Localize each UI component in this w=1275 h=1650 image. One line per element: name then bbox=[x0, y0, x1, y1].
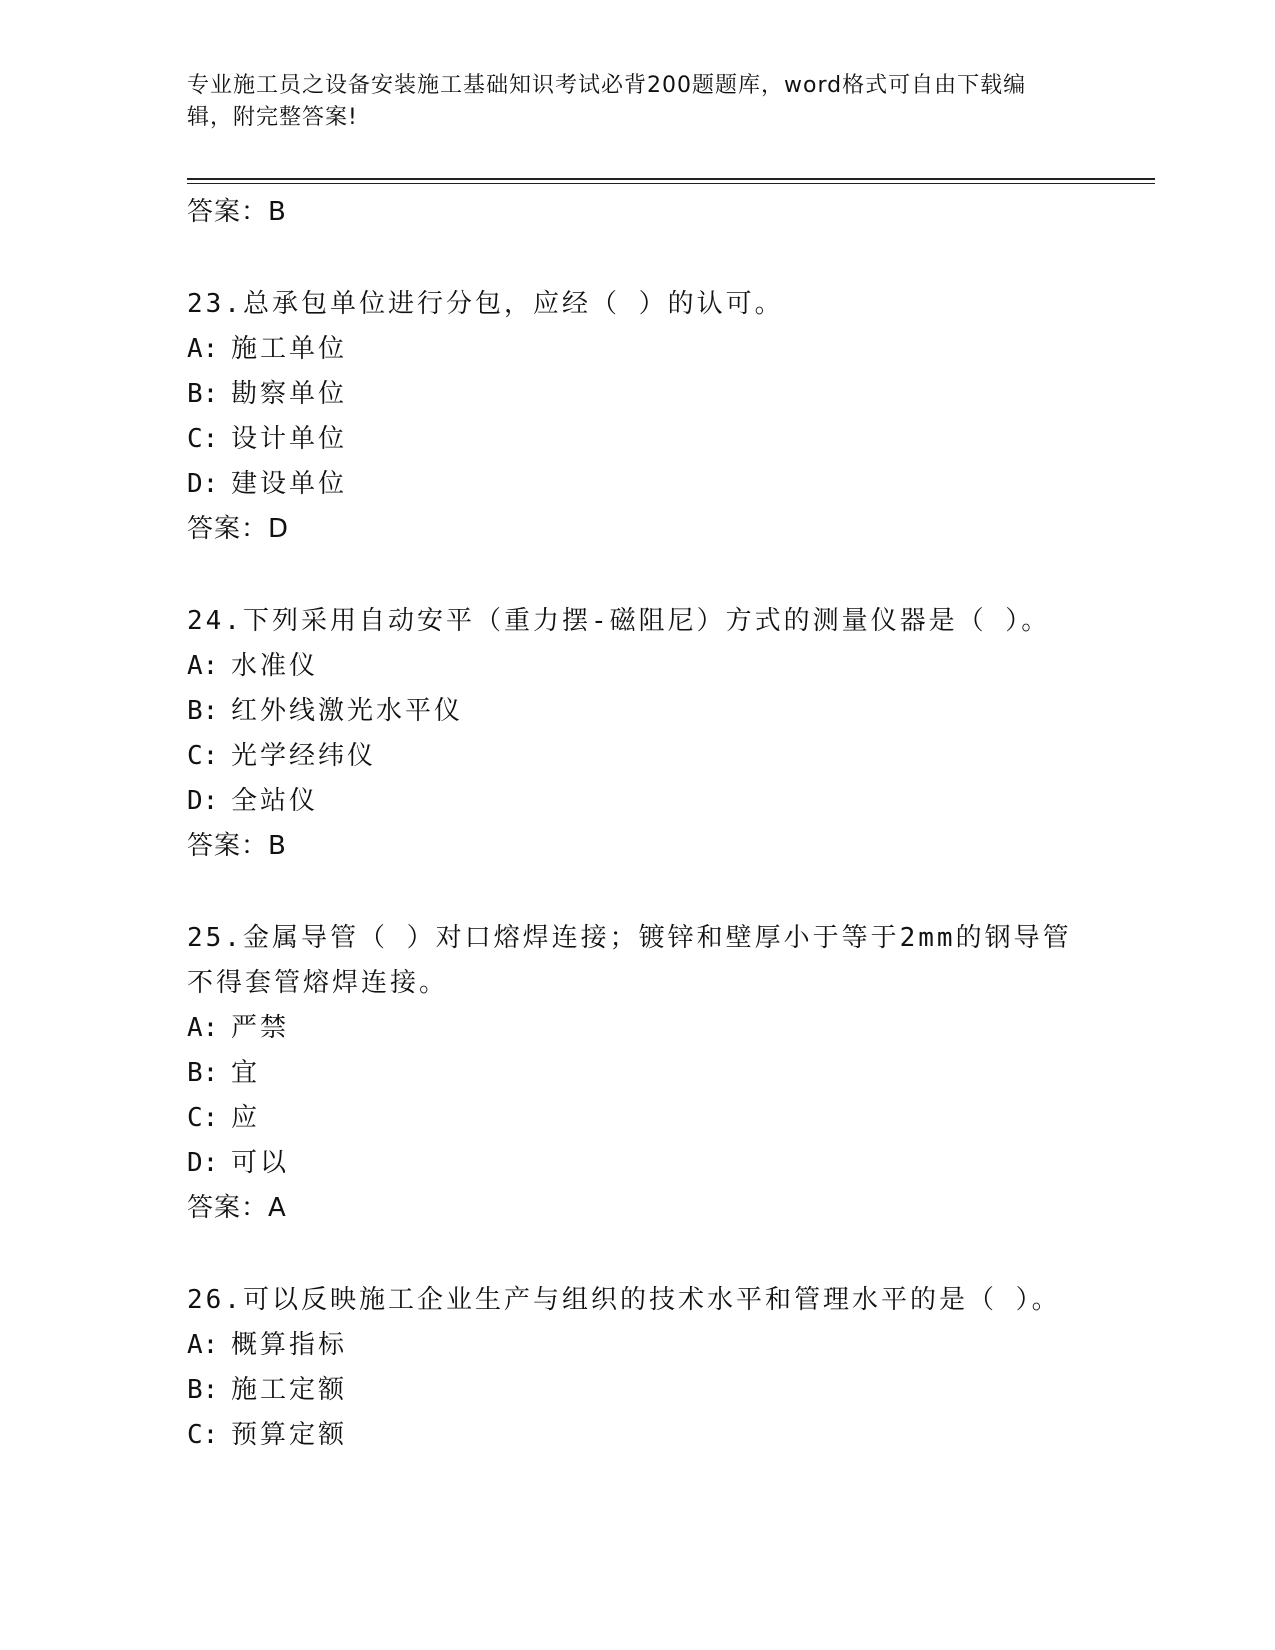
option-a bbox=[187, 1323, 1087, 1368]
answer-label: 答案： bbox=[187, 197, 269, 227]
option-letter: C: bbox=[187, 1103, 219, 1133]
option-letter: A: bbox=[187, 1013, 219, 1043]
option-b bbox=[187, 689, 1087, 734]
answer-line bbox=[187, 507, 1087, 552]
question-block bbox=[187, 282, 1087, 552]
option-letter: C: bbox=[187, 424, 219, 454]
answer-label: 答案： bbox=[187, 514, 269, 544]
question-list bbox=[187, 190, 1087, 1458]
option-text: 概算指标 bbox=[231, 1330, 348, 1360]
option-b bbox=[187, 1051, 1087, 1096]
question-block bbox=[187, 1278, 1087, 1458]
option-letter: B: bbox=[187, 1375, 219, 1405]
question-text: 26.可以反映施工企业生产与组织的技术水平和管理水平的是（ ）。 bbox=[187, 1285, 1061, 1315]
option-text: 施工单位 bbox=[231, 334, 348, 364]
answer-line bbox=[187, 824, 1087, 869]
question-text: 25.金属导管（ ）对口熔焊连接；镀锌和壁厚小于等于2mm的钢导管不得套管熔焊连接。 bbox=[187, 923, 1072, 998]
option-d bbox=[187, 1141, 1087, 1186]
option-a bbox=[187, 327, 1087, 372]
question-block bbox=[187, 599, 1087, 869]
option-text: 宜 bbox=[231, 1058, 261, 1088]
question-text: 24.下列采用自动安平（重力摆-磁阻尼）方式的测量仪器是（ ）。 bbox=[187, 606, 1051, 636]
option-letter: D: bbox=[187, 1148, 219, 1178]
option-a bbox=[187, 1006, 1087, 1051]
answer-line bbox=[187, 1186, 1087, 1231]
option-letter: B: bbox=[187, 696, 219, 726]
option-text: 红外线激光水平仪 bbox=[231, 696, 464, 726]
option-d bbox=[187, 779, 1087, 824]
option-c bbox=[187, 417, 1087, 462]
option-text: 可以 bbox=[231, 1148, 290, 1178]
option-text: 施工定额 bbox=[231, 1375, 348, 1405]
option-letter: A: bbox=[187, 651, 219, 681]
option-b bbox=[187, 1368, 1087, 1413]
option-a bbox=[187, 644, 1087, 689]
answer-value: A bbox=[268, 1193, 287, 1223]
option-letter: D: bbox=[187, 469, 219, 499]
option-letter: A: bbox=[187, 334, 219, 364]
question-block bbox=[187, 916, 1087, 1231]
option-letter: C: bbox=[187, 741, 219, 771]
option-text: 全站仪 bbox=[231, 786, 319, 816]
header-rule-thin bbox=[187, 183, 1155, 184]
option-text: 勘察单位 bbox=[231, 379, 348, 409]
option-text: 光学经纬仪 bbox=[231, 741, 377, 771]
option-text: 预算定额 bbox=[231, 1420, 348, 1450]
option-letter: D: bbox=[187, 786, 219, 816]
option-letter: A: bbox=[187, 1330, 219, 1360]
answer-label: 答案： bbox=[187, 1193, 269, 1223]
option-text: 水准仪 bbox=[231, 651, 319, 681]
answer-value: B bbox=[268, 831, 287, 861]
option-c bbox=[187, 734, 1087, 779]
option-letter: B: bbox=[187, 379, 219, 409]
option-c bbox=[187, 1413, 1087, 1458]
question-text: 23.总承包单位进行分包，应经（ ）的认可。 bbox=[187, 289, 784, 319]
option-text: 应 bbox=[231, 1103, 261, 1133]
answer-value: B bbox=[268, 197, 287, 227]
document-header: 专业施工员之设备安装施工基础知识考试必背200题题库，word格式可自由下载编辑，附完整答案! bbox=[187, 73, 1027, 130]
option-letter: C: bbox=[187, 1420, 219, 1450]
option-b bbox=[187, 372, 1087, 417]
answer-value: D bbox=[268, 514, 290, 544]
option-d bbox=[187, 462, 1087, 507]
answer-label: 答案： bbox=[187, 831, 269, 861]
option-letter: B: bbox=[187, 1058, 219, 1088]
answer-line bbox=[187, 190, 1087, 235]
option-text: 建设单位 bbox=[231, 469, 348, 499]
option-text: 严禁 bbox=[231, 1013, 290, 1043]
header-rule-thick bbox=[187, 178, 1155, 180]
option-text: 设计单位 bbox=[231, 424, 348, 454]
option-c bbox=[187, 1096, 1087, 1141]
